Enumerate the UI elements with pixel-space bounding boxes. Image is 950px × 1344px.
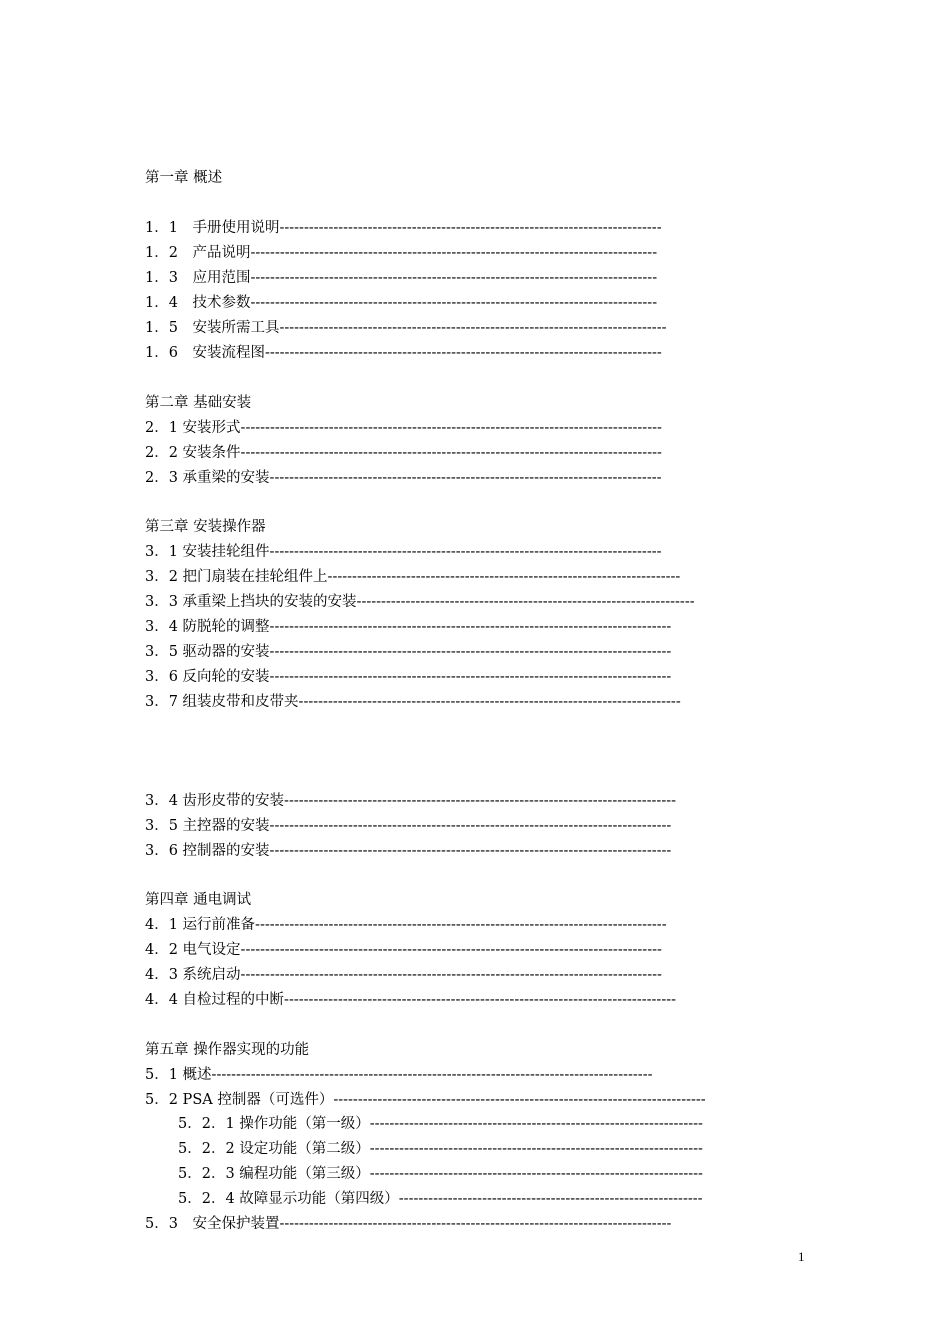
toc-entry-3-2[interactable]: 3．2 把门扇装在挂轮组件上------------------------------------------------------------------------ [145, 569, 681, 585]
toc-entry-4-2[interactable]: 4．2 电气设定-------------------------------------------------------------------------------------- [145, 942, 662, 958]
chapter-4-title: 第四章 通电调试 [145, 892, 252, 908]
toc-entry-1-1[interactable]: 1．1 手册使用说明------------------------------------------------------------------------------ [145, 220, 662, 236]
toc-entry-3-3[interactable]: 3．3 承重梁上挡块的安装的安装--------------------------------------------------------------------- [145, 594, 695, 610]
toc-entry-5-2[interactable]: 5．2 PSA 控制器（可选件）---------------------------------------------------------------------------- [145, 1092, 706, 1108]
toc-entry-3-6b[interactable]: 3．6 控制器的安装---------------------------------------------------------------------------------- [145, 843, 672, 859]
chapter-1-title: 第一章 概述 [145, 170, 223, 186]
chapter-2-title: 第二章 基础安装 [145, 395, 252, 411]
toc-entry-5-2-4[interactable]: 5．2．4 故障显示功能（第四级）-------------------------------------------------------------- [178, 1191, 703, 1207]
toc-entry-1-5[interactable]: 1．5 安装所需工具------------------------------------------------------------------------------- [145, 320, 667, 336]
toc-entry-2-3[interactable]: 2．3 承重梁的安装-------------------------------------------------------------------------------- [145, 470, 662, 486]
toc-entry-5-3[interactable]: 5．3 安全保护装置-------------------------------------------------------------------------------- [145, 1216, 672, 1232]
toc-entry-4-1[interactable]: 4．1 运行前准备------------------------------------------------------------------------------------ [145, 917, 667, 933]
toc-entry-3-6[interactable]: 3．6 反向轮的安装---------------------------------------------------------------------------------- [145, 669, 672, 685]
toc-entry-5-2-1[interactable]: 5．2．1 操作功能（第一级）-------------------------------------------------------------------- [178, 1116, 703, 1132]
toc-entry-2-1[interactable]: 2．1 安装形式-------------------------------------------------------------------------------------- [145, 420, 662, 436]
toc-entry-4-4[interactable]: 4．4 自检过程的中断-------------------------------------------------------------------------------- [145, 992, 677, 1008]
toc-entry-4-3[interactable]: 4．3 系统启动-------------------------------------------------------------------------------------- [145, 967, 662, 983]
toc-entry-1-4[interactable]: 1．4 技术参数----------------------------------------------------------------------------------- [145, 295, 658, 311]
toc-entry-1-3[interactable]: 1．3 应用范围----------------------------------------------------------------------------------- [145, 270, 658, 286]
toc-entry-5-2-3[interactable]: 5．2．3 编程功能（第三级）-------------------------------------------------------------------- [178, 1166, 703, 1182]
chapter-5-title: 第五章 操作器实现的功能 [145, 1042, 310, 1058]
toc-entry-5-1[interactable]: 5．1 概述------------------------------------------------------------------------------------------ [145, 1067, 653, 1083]
toc-entry-3-5[interactable]: 3．5 驱动器的安装---------------------------------------------------------------------------------- [145, 644, 672, 660]
toc-entry-3-5b[interactable]: 3．5 主控器的安装---------------------------------------------------------------------------------- [145, 818, 672, 834]
toc-entry-1-6[interactable]: 1．6 安装流程图--------------------------------------------------------------------------------- [145, 345, 662, 361]
page-number: 1 [798, 1249, 805, 1264]
chapter-3-title: 第三章 安装操作器 [145, 519, 266, 535]
toc-entry-5-2-2[interactable]: 5．2．2 设定功能（第二级）-------------------------------------------------------------------- [178, 1141, 703, 1157]
toc-entry-2-2[interactable]: 2．2 安装条件-------------------------------------------------------------------------------------- [145, 445, 662, 461]
toc-entry-3-4[interactable]: 3．4 防脱轮的调整---------------------------------------------------------------------------------- [145, 619, 672, 635]
toc-entry-3-7[interactable]: 3．7 组装皮带和皮带夹------------------------------------------------------------------------------ [145, 694, 681, 710]
toc-entry-3-1[interactable]: 3．1 安装挂轮组件-------------------------------------------------------------------------------- [145, 544, 662, 560]
toc-entry-1-2[interactable]: 1．2 产品说明----------------------------------------------------------------------------------- [145, 245, 658, 261]
toc-entry-3-4b[interactable]: 3．4 齿形皮带的安装-------------------------------------------------------------------------------- [145, 793, 677, 809]
